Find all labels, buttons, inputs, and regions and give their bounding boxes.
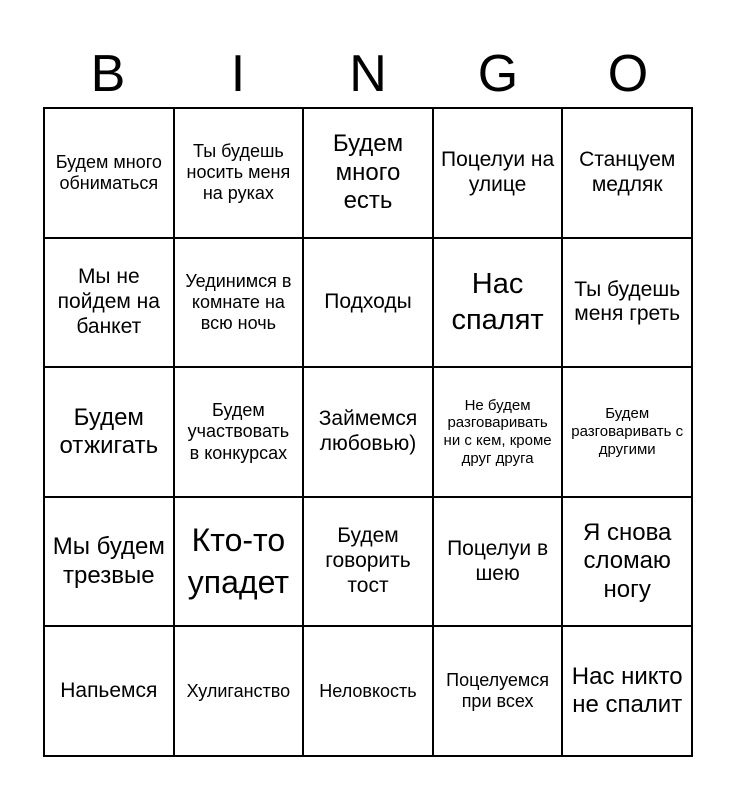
bingo-cell-r3c3[interactable]: Займемся любовью) (304, 368, 434, 498)
header-letter-o: O (607, 45, 649, 103)
bingo-cell-r1c4[interactable]: Поцелуи на улице (434, 109, 564, 239)
bingo-cell-r1c1[interactable]: Будем много обниматься (45, 109, 175, 239)
bingo-cell-r2c4[interactable]: Нас спалят (434, 239, 564, 369)
bingo-cell-r5c5[interactable]: Нас никто не спалит (563, 627, 693, 757)
bingo-header (43, 40, 693, 108)
bingo-cell-r4c3[interactable]: Будем говорить тост (304, 498, 434, 628)
header-letter-g: G (477, 45, 519, 103)
bingo-cell-r2c5[interactable]: Ты будешь меня греть (563, 239, 693, 369)
bingo-cell-r5c3[interactable]: Неловкость (304, 627, 434, 757)
bingo-cell-r3c1[interactable]: Будем отжигать (45, 368, 175, 498)
bingo-cell-r1c3[interactable]: Будем много есть (304, 109, 434, 239)
bingo-cell-r2c2[interactable]: Уединимся в комнате на всю ночь (175, 239, 305, 369)
bingo-cell-r2c3[interactable]: Подходы (304, 239, 434, 369)
bingo-cell-r4c1[interactable]: Мы будем трезвые (45, 498, 175, 628)
bingo-cell-r2c1[interactable]: Мы не пойдем на банкет (45, 239, 175, 369)
bingo-cell-r4c5[interactable]: Я снова сломаю ногу (563, 498, 693, 628)
bingo-grid (43, 107, 693, 757)
bingo-cell-r4c2[interactable]: Кто-то упадет (175, 498, 305, 628)
bingo-cell-r4c4[interactable]: Поцелуи в шею (434, 498, 564, 628)
bingo-cell-r3c5[interactable]: Будем разговаривать с другими (563, 368, 693, 498)
header-letter-n: N (349, 45, 387, 103)
bingo-cell-r5c4[interactable]: Поцелуемся при всех (434, 627, 564, 757)
bingo-cell-r5c1[interactable]: Напьемся (45, 627, 175, 757)
bingo-cell-r5c2[interactable]: Хулиганство (175, 627, 305, 757)
bingo-cell-r3c2[interactable]: Будем участвовать в конкурсах (175, 368, 305, 498)
header-letter-i: I (230, 45, 246, 103)
bingo-cell-r3c4[interactable]: Не будем разговаривать ни с кем, кроме друг друга (434, 368, 564, 498)
bingo-cell-r1c2[interactable]: Ты будешь носить меня на руках (175, 109, 305, 239)
header-letter-b: B (90, 45, 126, 103)
bingo-cell-r1c5[interactable]: Станцуем медляк (563, 109, 693, 239)
